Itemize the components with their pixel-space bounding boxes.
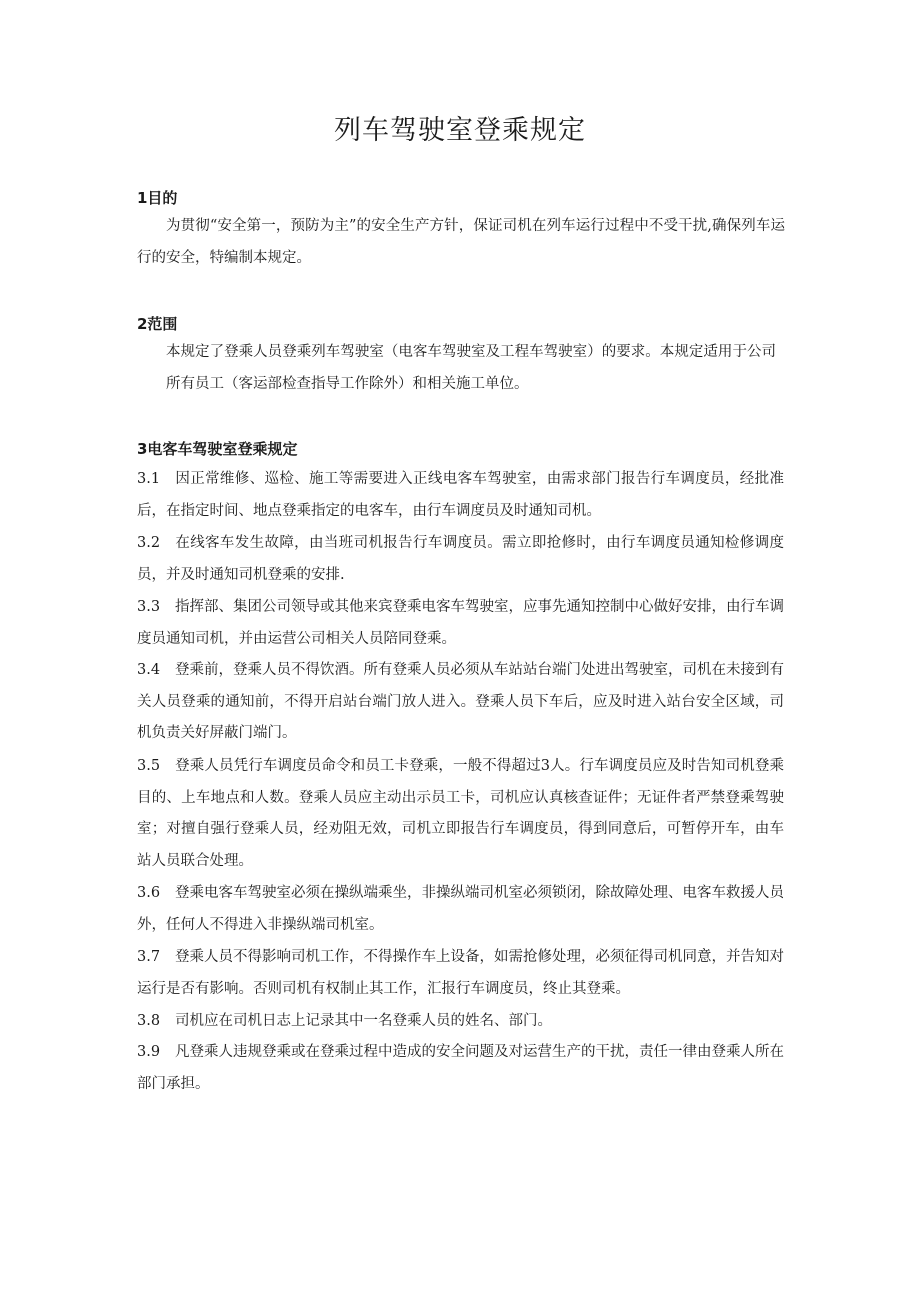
clause-text: 因正常维修、巡检、施工等需要进入正线电客车驾驶室，由需求部门报告行车调度员，经批准后，在指定时间、地点登乘指定的电客车，由行车调度员及时通知司机。	[137, 471, 784, 519]
clause-text: 登乘电客车驾驶室必须在操纵端乘坐，非操纵端司机室必须锁闭，除故障处理、电客车救援人员外，任何人不得进入非操纵端司机室。	[137, 885, 784, 933]
clause-number: 3.7	[137, 949, 161, 965]
clause-item	[137, 655, 784, 750]
clause-text: 凡登乘人违规登乘或在登乘过程中造成的安全问题及对运营生产的干扰，责任一律由登乘人所在部门承担。	[137, 1044, 784, 1092]
section-body-scope: 本规定了登乘人员登乘列车驾驶室（电客车驾驶室及工程车驾驶室）的要求。本规定适用于公司所有员工（客运部检查指导工作除外）和相关施工单位。	[166, 344, 776, 392]
clause-number: 3.6	[137, 885, 161, 901]
clause-text: 在线客车发生故障，由当班司机报告行车调度员。需立即抢修时，由行车调度员通知检修调度员，并及时通知司机登乘的安排.	[137, 535, 784, 583]
clause-text: 司机应在司机日志上记录其中一名登乘人员的姓名、部门。	[175, 1013, 552, 1029]
clause-item	[137, 942, 784, 1005]
clause-number: 3.1	[137, 471, 161, 487]
clause-number: 3.3	[137, 599, 161, 615]
section-heading-scope: 2范围	[137, 315, 178, 333]
clause-item	[137, 878, 784, 941]
section-heading-purpose: 1目的	[137, 189, 178, 207]
clause-item	[137, 1037, 784, 1100]
clause-item	[137, 1006, 784, 1038]
clause-text: 指挥部、集团公司领导或其他来宾登乘电客车驾驶室，应事先通知控制中心做好安排，由行车调度员通知司机，并由运营公司相关人员陪同登乘。	[137, 599, 784, 647]
clause-item	[137, 464, 784, 527]
section-heading-rules: 3电客车驾驶室登乘规定	[137, 440, 298, 458]
clause-number: 3.9	[137, 1044, 161, 1060]
clause-number: 3.5	[137, 758, 161, 774]
clause-item	[137, 528, 784, 591]
clause-item	[137, 592, 784, 655]
clause-number: 3.2	[137, 535, 161, 551]
clause-text: 登乘人员不得影响司机工作，不得操作车上设备，如需抢修处理，必须征得司机同意，并告知对运行是否有影响。否则司机有权制止其工作，汇报行车调度员，终止其登乘。	[137, 949, 784, 997]
clause-item	[137, 751, 784, 877]
clause-text: 登乘人员凭行车调度员命令和员工卡登乘，一般不得超过3人。行车调度员应及时告知司机登乘目的、上车地点和人数。登乘人员应主动出示员工卡，司机应认真核查证件；无证件者严禁登乘驾驶室；对擅自强行登乘人员，经劝阻无效，司机立即报告行车调度员，得到同意后，可暂停开车，由车站人员联合处理。	[137, 758, 784, 869]
clause-number: 3.4	[137, 662, 161, 678]
clause-text: 登乘前，登乘人员不得饮酒。所有登乘人员必须从车站站台端门处进出驾驶室，司机在未接到有关人员登乘的通知前，不得开启站台端门放人进入。登乘人员下车后，应及时进入站台安全区域，司机负责关好屏蔽门端门。	[137, 662, 784, 741]
section-body-purpose: 为贯彻“安全第一，预防为主”的安全生产方针，保证司机在列车运行过程中不受干扰,确保列车运行的安全，特编制本规定。	[137, 218, 785, 266]
clause-number: 3.8	[137, 1013, 161, 1029]
page-title: 列车驾驶室登乘规定	[334, 115, 586, 146]
